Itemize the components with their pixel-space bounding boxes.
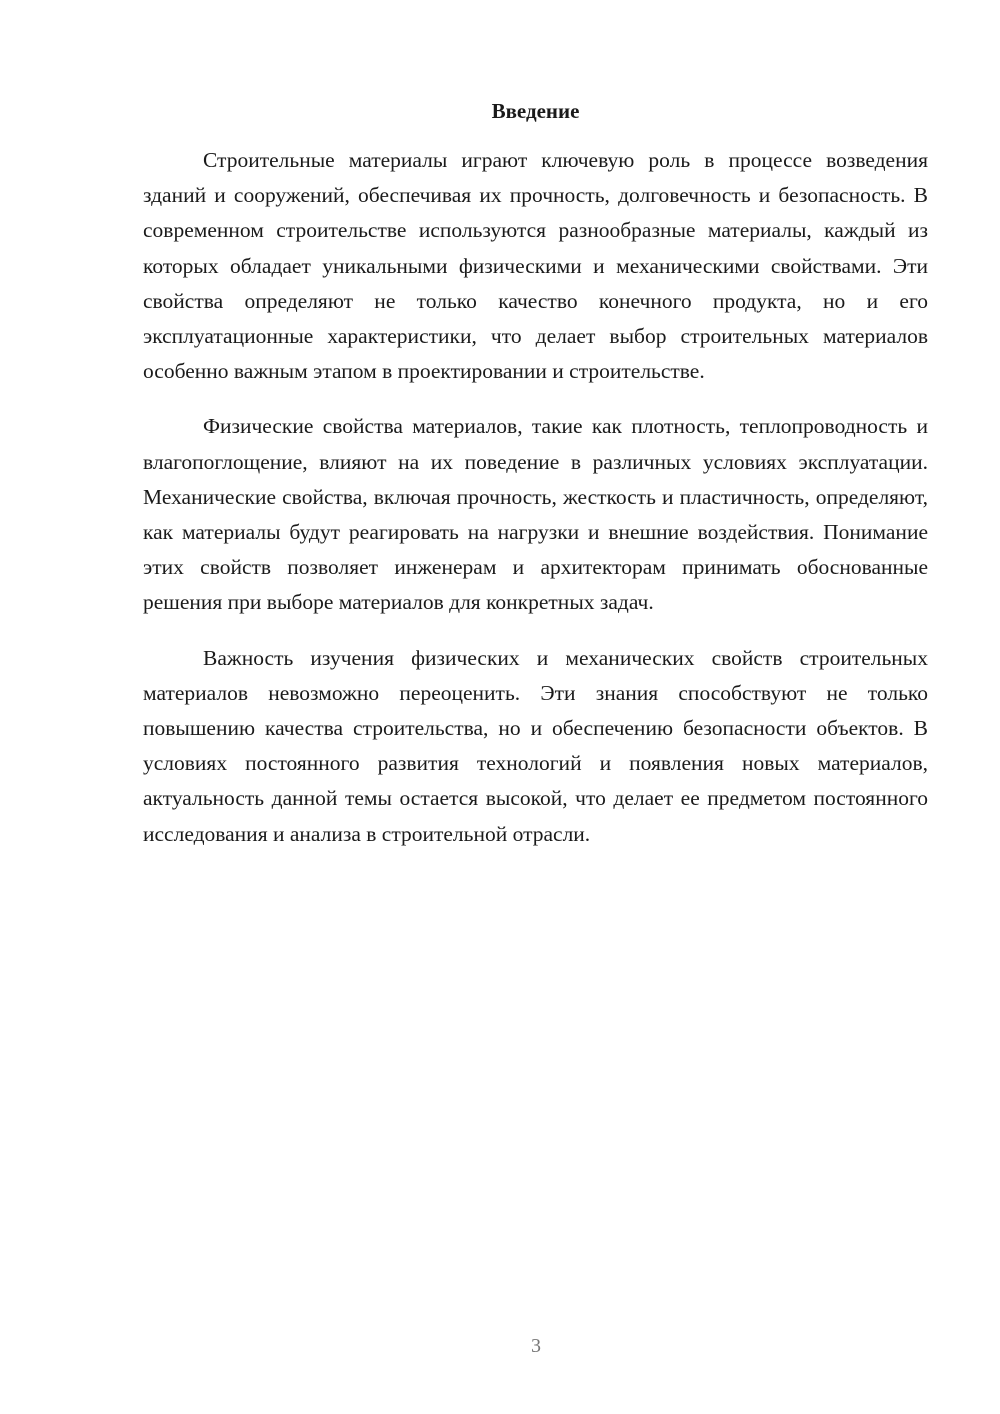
section-heading: Введение xyxy=(491,99,580,123)
paragraph-1: Строительные материалы играют ключевую роль в процессе возведения зданий и сооружений, обеспечивая их прочность, долговечность и безопасность. В современном строительстве используются разнообразные материалы, каждый из которых обладает уникальными физическими и механическими свойствами. Эти свойства определяют не только качество конечного продукта, но и его эксплуатационные характеристики, что делает выбор строительных материалов особенно важным этапом в проектировании и строительстве. xyxy=(143,148,928,384)
paragraph-2: Физические свойства материалов, такие как плотность, теплопроводность и влагопоглощение, влияют на их поведение в различных условиях эксплуатации. Механические свойства, включая прочность, жесткость и пластичность, определяют, как материалы будут реагировать на нагрузки и внешние воздействия. Понимание этих свойств позволяет инженерам и архитекторам принимать обоснованные решения при выборе материалов для конкретных задач. xyxy=(143,414,928,615)
body-text xyxy=(143,143,928,872)
paragraph-3: Важность изучения физических и механических свойств строительных материалов невозможно переоценить. Эти знания способствуют не только повышению качества строительства, но и обеспечению безопасности объектов. В условиях постоянного развития технологий и появления новых материалов, актуальность данной темы остается высокой, что делает ее предметом постоянного исследования и анализа в строительной отрасли. xyxy=(143,645,928,846)
page-number: 3 xyxy=(531,1335,541,1357)
